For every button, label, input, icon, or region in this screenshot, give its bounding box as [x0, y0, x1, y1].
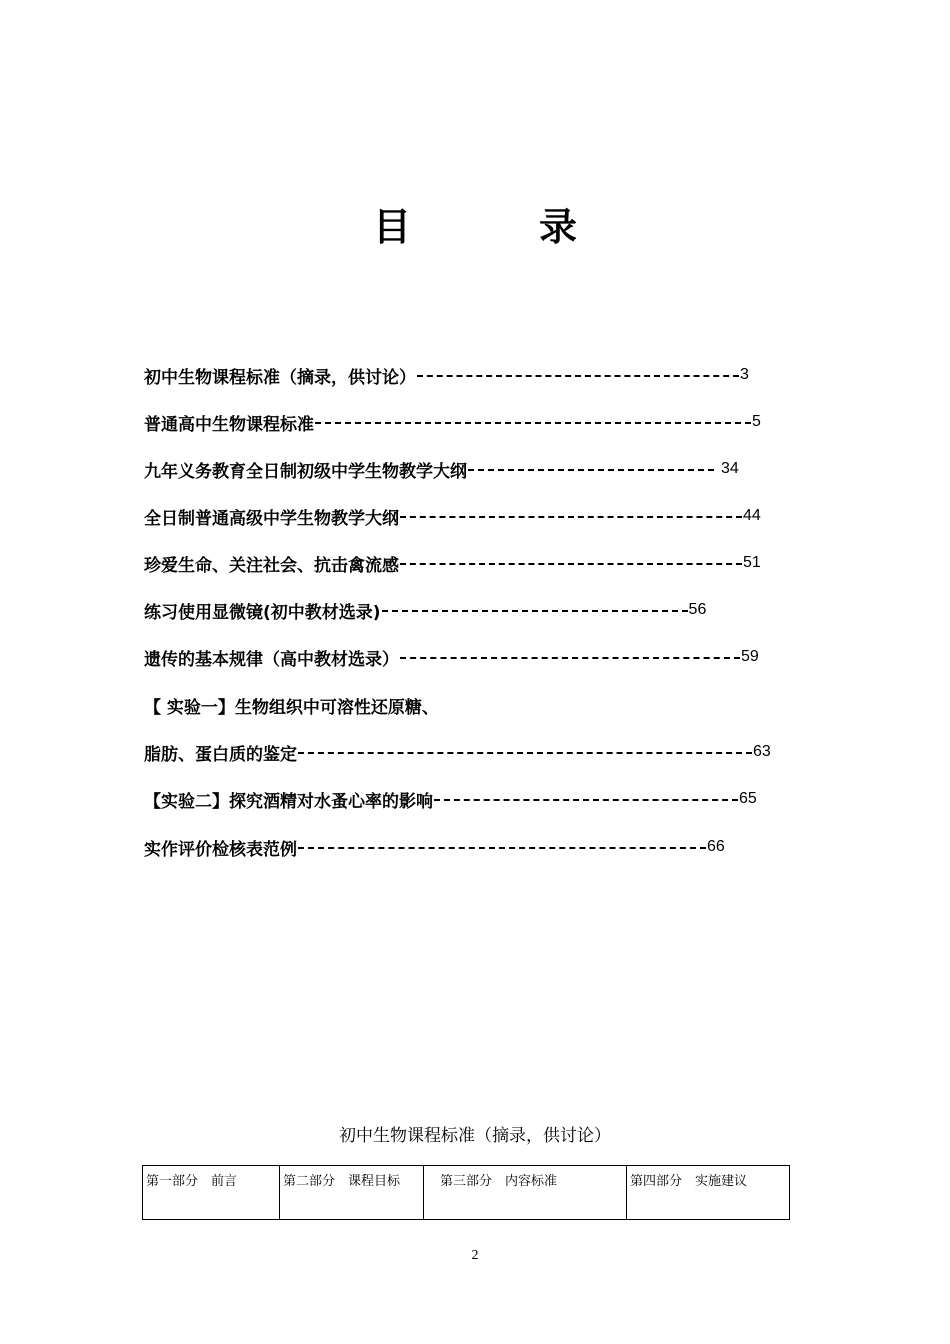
toc-entry-text: 初中生物课程标准（摘录，供讨论） — [144, 367, 416, 388]
toc-leader — [298, 845, 706, 849]
parts-table — [142, 1165, 790, 1220]
toc-leader — [400, 561, 742, 565]
toc-entry-text: 练习使用显微镜(初中教材选录) — [144, 602, 381, 623]
toc-entry-page: 51 — [743, 554, 761, 571]
toc-entry-text: 【 实验一】生物组织中可溶性还原糖、 — [144, 697, 439, 718]
toc-entry-page: 63 — [753, 743, 771, 760]
toc-leader — [417, 373, 739, 377]
toc-entry-text: 脂肪、蛋白质的鉴定 — [144, 744, 297, 765]
toc-entry[interactable] — [144, 739, 771, 765]
toc-leader — [468, 467, 714, 471]
toc-entry-page: 44 — [743, 507, 761, 524]
toc-entry-page: 65 — [739, 790, 757, 807]
toc-entry[interactable] — [144, 503, 761, 529]
toc-entry[interactable] — [144, 362, 749, 388]
toc-entry-page: 59 — [741, 648, 759, 665]
table-cell: 第一部分 前言 — [143, 1166, 280, 1220]
toc-entry[interactable] — [144, 834, 725, 860]
document-title — [0, 196, 950, 251]
toc-entry[interactable] — [144, 644, 759, 670]
toc-entry-text: 【实验二】探究酒精对水蚤心率的影响 — [144, 791, 433, 812]
toc-entry-text: 全日制普通高级中学生物教学大纲 — [144, 508, 399, 529]
title-char-1: 目 — [372, 205, 411, 249]
toc-entry-text: 遗传的基本规律（高中教材选录） — [144, 649, 399, 670]
toc-entry-text: 九年义务教育全日制初级中学生物教学大纲 — [144, 461, 467, 482]
table-cell: 第二部分 课程目标 — [280, 1166, 424, 1220]
toc-leader — [298, 750, 752, 754]
toc-leader — [382, 608, 688, 612]
toc-entry[interactable] — [144, 550, 761, 576]
toc-leader — [400, 655, 740, 659]
page-number: 2 — [471, 1248, 479, 1263]
table-cell: 第三部分 内容标准 — [424, 1166, 627, 1220]
title-char-2: 录 — [539, 205, 578, 249]
toc-leader — [434, 797, 738, 801]
toc-entry[interactable] — [144, 692, 439, 718]
toc-entry[interactable] — [144, 456, 739, 482]
table-row — [143, 1166, 790, 1220]
toc-entry[interactable] — [144, 597, 706, 623]
toc-entry-page: 66 — [707, 838, 725, 855]
toc-entry[interactable] — [144, 786, 757, 812]
toc-entry-text: 珍爱生命、关注社会、抗击禽流感 — [144, 555, 399, 576]
toc-leader — [315, 420, 751, 424]
table-cell: 第四部分 实施建议 — [627, 1166, 790, 1220]
toc-entry-text: 实作评价检核表范例 — [144, 839, 297, 860]
toc-entry[interactable] — [144, 409, 761, 435]
toc-entry-page: 5 — [752, 413, 761, 430]
toc-entry-text: 普通高中生物课程标准 — [144, 414, 314, 435]
section-title: 初中生物课程标准（摘录，供讨论） — [339, 1126, 611, 1146]
toc-leader — [400, 514, 742, 518]
toc-entry-page: 56 — [688, 601, 707, 618]
toc-entry-page: 34 — [721, 460, 739, 477]
toc-entry-page: 3 — [740, 366, 749, 383]
